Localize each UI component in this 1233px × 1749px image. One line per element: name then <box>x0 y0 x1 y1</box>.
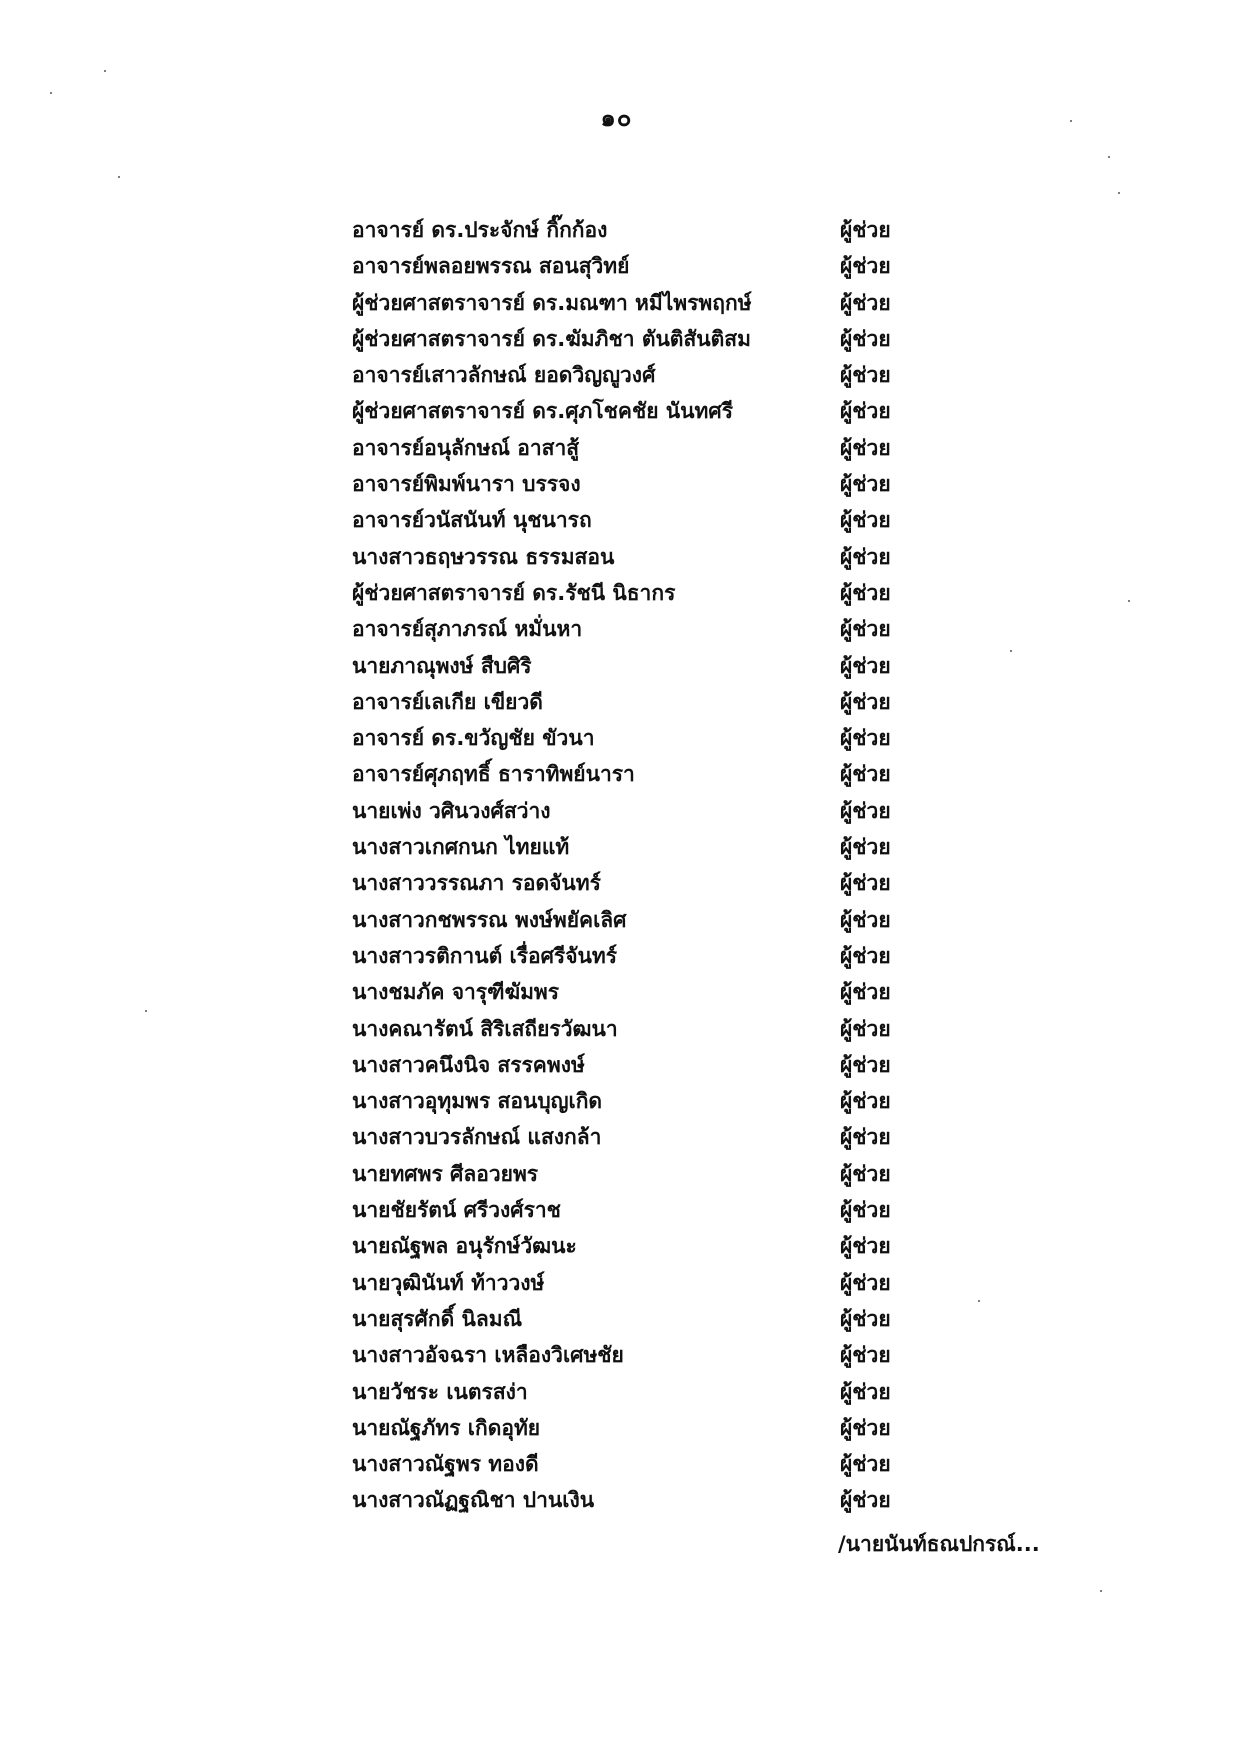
member-name: อาจารย์พลอยพรรณ สอนสุวิทย์ <box>352 254 630 279</box>
member-name: อาจารย์สุภาภรณ์ หมั่นหา <box>352 617 583 642</box>
scan-speck <box>978 1300 980 1302</box>
list-item <box>330 393 950 429</box>
list-item <box>330 539 950 575</box>
member-name: นางสาวณัฏฐณิชา ปานเงิน <box>352 1488 595 1513</box>
member-role: ผู้ช่วย <box>840 1052 891 1077</box>
list-item <box>330 1265 950 1301</box>
member-name: นางสาวธฤษวรรณ ธรรมสอน <box>352 544 615 569</box>
member-role: ผู้ช่วย <box>840 1198 891 1223</box>
member-name: อาจารย์อนุลักษณ์ อาสาสู้ <box>352 435 580 460</box>
scan-speck <box>104 70 106 72</box>
member-name: ผู้ช่วยศาสตราจารย์ ดร.ฆัมภิชา ตันติสันติสม <box>352 326 751 351</box>
list-item <box>330 1228 950 1264</box>
list-item <box>330 1119 950 1155</box>
member-name: นางสาวอุทุมพร สอนบุญเกิด <box>352 1089 603 1114</box>
scan-speck <box>145 1010 147 1012</box>
member-name: อาจารย์เสาวลักษณ์ ยอดวิญญูวงศ์ <box>352 363 656 388</box>
scan-speck <box>1108 156 1110 158</box>
member-role: ผู้ช่วย <box>840 1488 891 1513</box>
list-item <box>330 974 950 1010</box>
member-name: อาจารย์เลเกีย เขียวดี <box>352 689 543 714</box>
member-role: ผู้ช่วย <box>840 1379 891 1404</box>
list-item <box>330 212 950 248</box>
list-item <box>330 321 950 357</box>
list-item <box>330 1410 950 1446</box>
scan-speck <box>1118 192 1120 194</box>
list-item <box>330 829 950 865</box>
member-role: ผู้ช่วย <box>840 726 891 751</box>
member-role: ผู้ช่วย <box>840 580 891 605</box>
member-name: นางสาวกชพรรณ พงษ์พยัคเลิศ <box>352 907 627 932</box>
member-name: นายวุฒินันท์ ท้าววงษ์ <box>352 1270 545 1295</box>
member-role: ผู้ช่วย <box>840 218 891 242</box>
list-item <box>330 466 950 502</box>
member-name: นายเพ่ง วศินวงศ์สว่าง <box>352 798 551 823</box>
list-item <box>330 793 950 829</box>
list-item <box>330 1301 950 1337</box>
member-role: ผู้ช่วย <box>840 1089 891 1114</box>
member-role: ผู้ช่วย <box>840 1234 891 1259</box>
scan-speck <box>1100 1590 1102 1592</box>
member-role: ผู้ช่วย <box>840 254 891 279</box>
member-name: นายณัฐภัทร เกิดอุทัย <box>352 1415 541 1440</box>
committee-list <box>330 212 950 1519</box>
member-name: นายทศพร ศีลอวยพร <box>352 1161 539 1186</box>
list-item <box>330 902 950 938</box>
scan-speck <box>1070 120 1072 122</box>
scan-speck <box>50 92 52 94</box>
member-role: ผู้ช่วย <box>840 1125 891 1150</box>
member-role: ผู้ช่วย <box>840 1343 891 1368</box>
list-item <box>330 938 950 974</box>
continuation-marker: /นายนันท์ธณปกรณ์... <box>838 1532 1040 1556</box>
member-name: นางสาวบวรลักษณ์ แสงกล้า <box>352 1125 602 1150</box>
list-item <box>330 1156 950 1192</box>
member-name: นางสาวเกศกนก ไทยแท้ <box>352 835 570 860</box>
member-role: ผู้ช่วย <box>840 363 891 388</box>
list-item <box>330 357 950 393</box>
member-role: ผู้ช่วย <box>840 980 891 1005</box>
member-role: ผู้ช่วย <box>840 1452 891 1477</box>
member-role: ผู้ช่วย <box>840 1161 891 1186</box>
member-name: นายณัฐพล อนุรักษ์วัฒนะ <box>352 1234 577 1259</box>
list-item <box>330 1482 950 1518</box>
member-role: ผู้ช่วย <box>840 1306 891 1331</box>
list-item <box>330 720 950 756</box>
member-role: ผู้ช่วย <box>840 544 891 569</box>
member-name: อาจารย์ ดร.ขวัญชัย ขัวนา <box>352 726 595 751</box>
member-name: ผู้ช่วยศาสตราจารย์ ดร.ศุภโชคชัย นันทศรี <box>352 399 733 424</box>
member-role: ผู้ช่วย <box>840 689 891 714</box>
list-item <box>330 1083 950 1119</box>
member-role: ผู้ช่วย <box>840 290 891 315</box>
member-name: อาจารย์ศุภฤทธิ์ ธาราทิพย์นารา <box>352 762 635 787</box>
list-item <box>330 648 950 684</box>
member-role: ผู้ช่วย <box>840 871 891 896</box>
member-role: ผู้ช่วย <box>840 472 891 497</box>
member-name: นายภาณุพงษ์ สืบศิริ <box>352 653 532 678</box>
list-item <box>330 575 950 611</box>
member-role: ผู้ช่วย <box>840 653 891 678</box>
list-item <box>330 502 950 538</box>
member-role: ผู้ช่วย <box>840 943 891 968</box>
member-role: ผู้ช่วย <box>840 1016 891 1041</box>
member-role: ผู้ช่วย <box>840 762 891 787</box>
list-item <box>330 430 950 466</box>
member-role: ผู้ช่วย <box>840 508 891 533</box>
member-role: ผู้ช่วย <box>840 617 891 642</box>
member-name: นางสาวอัจฉรา เหลืองวิเศษชัย <box>352 1343 624 1368</box>
member-role: ผู้ช่วย <box>840 435 891 460</box>
member-name: อาจารย์วนัสนันท์ นุชนารถ <box>352 508 592 533</box>
member-role: ผู้ช่วย <box>840 798 891 823</box>
member-name: อาจารย์พิมพ์นารา บรรจง <box>352 472 581 497</box>
member-name: นายสุรศักดิ์ นิลมณี <box>352 1306 523 1331</box>
list-item <box>330 756 950 792</box>
list-item <box>330 1047 950 1083</box>
list-item <box>330 248 950 284</box>
list-item <box>330 1011 950 1047</box>
scan-speck <box>1010 650 1012 652</box>
list-item <box>330 1446 950 1482</box>
list-item <box>330 1374 950 1410</box>
member-role: ผู้ช่วย <box>840 326 891 351</box>
member-name: นางชมภัค จารุฑีฆัมพร <box>352 980 560 1005</box>
member-name: นายวัชระ เนตรสง่า <box>352 1379 528 1404</box>
member-name: นายชัยรัตน์ ศรีวงศ์ราช <box>352 1198 561 1223</box>
member-name: ผู้ช่วยศาสตราจารย์ ดร.มณฑา หมีไพรพฤกษ์ <box>352 290 752 315</box>
list-item <box>330 285 950 321</box>
list-item <box>330 684 950 720</box>
list-item <box>330 865 950 901</box>
list-item <box>330 1337 950 1373</box>
member-role: ผู้ช่วย <box>840 1270 891 1295</box>
member-name: อาจารย์ ดร.ประจักษ์ กิ๊กก้อง <box>352 218 608 242</box>
member-name: ผู้ช่วยศาสตราจารย์ ดร.รัชนี นิธากร <box>352 580 676 605</box>
page-number: ๑๐ <box>600 104 633 132</box>
member-role: ผู้ช่วย <box>840 1415 891 1440</box>
member-name: นางคณารัตน์ สิริเสถียรวัฒนา <box>352 1016 618 1041</box>
member-name: นางสาวรติกานต์ เรื่อศรีจันทร์ <box>352 943 617 968</box>
member-role: ผู้ช่วย <box>840 907 891 932</box>
scan-speck <box>118 176 120 178</box>
list-item <box>330 611 950 647</box>
list-item <box>330 1192 950 1228</box>
member-role: ผู้ช่วย <box>840 399 891 424</box>
member-name: นางสาวณัฐพร ทองดี <box>352 1452 539 1477</box>
member-role: ผู้ช่วย <box>840 835 891 860</box>
member-name: นางสาววรรณภา รอดจันทร์ <box>352 871 601 896</box>
member-name: นางสาวคนึงนิจ สรรคพงษ์ <box>352 1052 585 1077</box>
scan-speck <box>1128 600 1130 602</box>
